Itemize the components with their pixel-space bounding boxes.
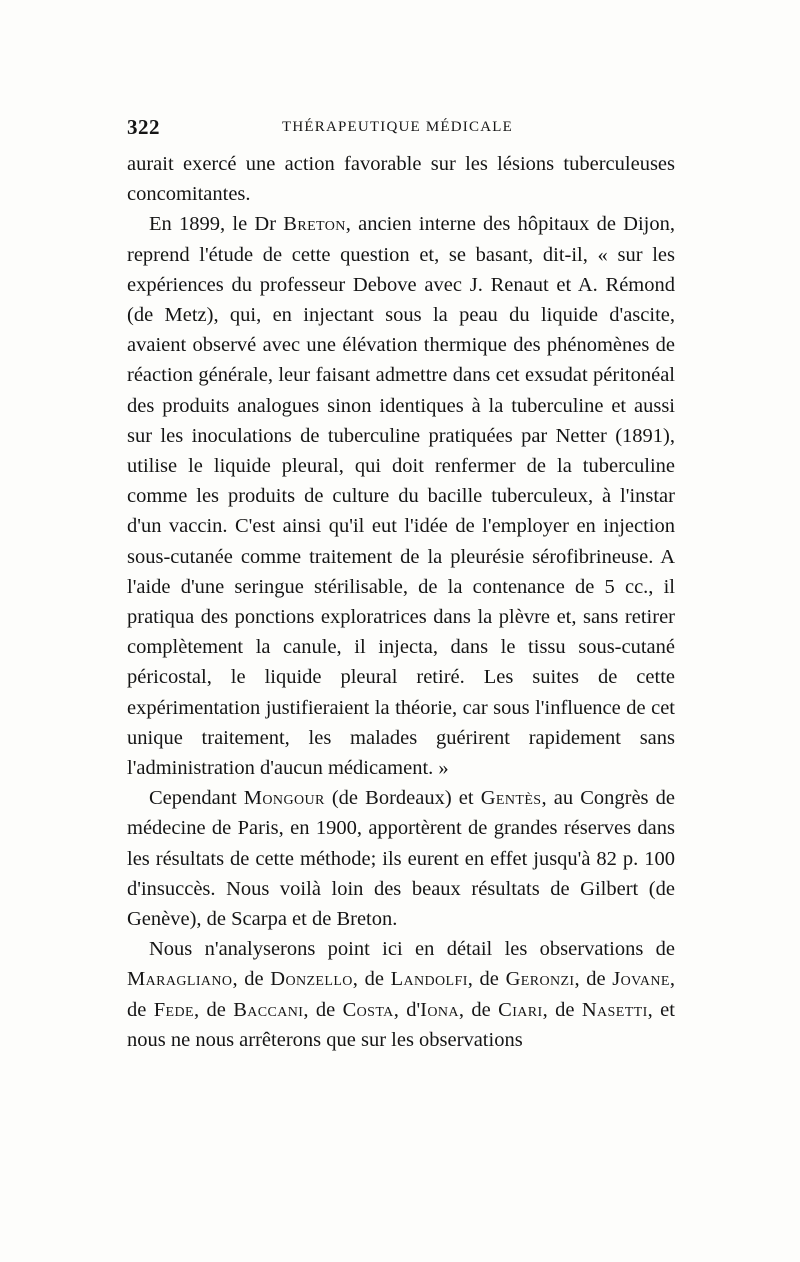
page-number: 322 (127, 115, 160, 139)
author-name: Donzello (270, 968, 353, 991)
author-name: Jovane (612, 968, 670, 991)
author-name: Geronzi (505, 968, 575, 991)
author-name: Iona (420, 998, 459, 1021)
author-name: Maragliano (127, 968, 233, 991)
author-name: Mongour (243, 787, 325, 810)
paragraph-observations (127, 934, 675, 1055)
paragraph-mongour (127, 783, 675, 934)
paragraph-breton (127, 209, 675, 783)
running-title: THÉRAPEUTIQUE MÉDICALE (282, 119, 513, 135)
text-run: , d' (393, 998, 421, 1021)
text-run: , de (574, 968, 613, 991)
author-name: Baccani (233, 998, 304, 1021)
text-run: , de (127, 968, 675, 1021)
text-run: , ancien interne des hôpitaux de Dijon, reprend l'étude de cette question et, se basant, dit-il, « sur les expériences du professeur Debove avec J. Renaut et A. Rémond (de Metz), qui, en injectant sous la peau du liquide d'ascite, avaient observé avec une élévation thermique des phénomènes de réaction générale, leur faisant admettre dans cet exsudat péritonéal des produits analogues sinon identiques à la tuberculine et aussi sur les inoculations de tuberculine pratiquées par Netter (1891), utilise le liquide pleural, qui doit renfermer de la tuberculine comme les produits de culture du bacille tuberculeux, à l'instar d'un vaccin. C'est ainsi qu'il eut l'idée de l'employer en injection sous-cutanée comme traitement de la pleurésie sérofibrineuse. A l'aide d'une seringue stérilisable, de la contenance de 5 cc., il pratiqua des ponctions exploratrices dans la plèvre et, sans retirer complètement la canule, il injecta, dans le tissu sous-cutané péricostal, le liquide pleural retiré. Les suites de cette expérimentation justifieraient la théorie, car sous l'influence de cet unique traitement, les malades guérirent rapidement sans l'administration d'aucun médicament. » (127, 213, 675, 780)
text-run: (de Bordeaux) et (324, 787, 481, 810)
text-run: , de (232, 968, 271, 991)
text-run: aurait exercé une action favorable sur les lésions tuberculeuses concomitantes. (127, 153, 675, 206)
text-run: , au Congrès de médecine de Paris, en 1900, apportèrent de grandes réserves dans les résultats de cette méthode; ils eurent en effet jusqu'à 82 p. 100 d'insuccès. Nous voilà loin des beaux résultats de Gilbert (de Genève), de Scarpa et de Breton. (127, 787, 676, 931)
text-run: Nous n'analyserons point ici en détail les observations de (149, 938, 675, 961)
author-name: Costa (342, 998, 394, 1021)
author-name: Nasetti (581, 998, 648, 1021)
text-run: , de (303, 998, 343, 1021)
text-run: Cependant (149, 787, 244, 810)
text-run: , de (352, 968, 391, 991)
body-text (127, 149, 675, 1055)
text-run: , de (193, 998, 234, 1021)
author-name: Fede (153, 998, 194, 1021)
paragraph-continuation (127, 149, 675, 209)
text-run: , de (467, 968, 506, 991)
text-run: , de (542, 998, 582, 1021)
author-name: Breton (283, 213, 346, 236)
page-header (127, 115, 675, 141)
author-name: Gentès (480, 787, 542, 810)
author-name: Ciari (498, 998, 543, 1021)
text-run: , de (458, 998, 499, 1021)
text-run: , et nous ne nous arrêterons que sur les observations (127, 998, 675, 1051)
text-run: En 1899, le Dr (149, 213, 284, 236)
author-name: Landolfi (390, 968, 468, 991)
